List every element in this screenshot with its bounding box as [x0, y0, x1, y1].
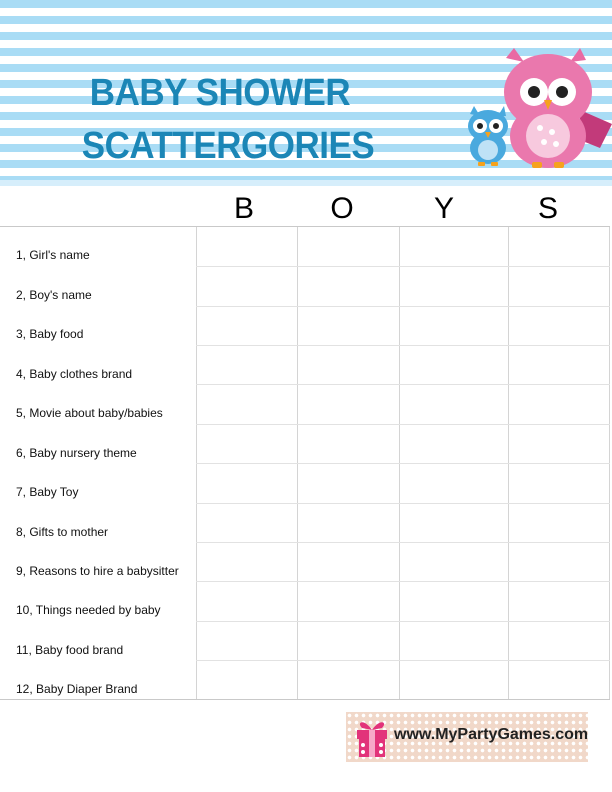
- owl-mother-icon: [504, 48, 612, 168]
- grid-row-line: [196, 345, 610, 346]
- category-label: 2, Boy's name: [16, 288, 92, 302]
- banner-edge: [0, 180, 612, 186]
- category-label: 6, Baby nursery theme: [16, 446, 137, 460]
- owls-illustration: [462, 44, 612, 172]
- owl-baby-icon: [468, 106, 508, 166]
- category-label: 7, Baby Toy: [16, 485, 79, 499]
- grid-row-line: [196, 542, 610, 543]
- category-label: 10, Things needed by baby: [16, 603, 161, 617]
- grid-row-line: [196, 306, 610, 307]
- category-label: 8, Gifts to mother: [16, 525, 109, 539]
- title-line-2: SCATTERGORIES: [81, 125, 375, 167]
- grid-row-line: [196, 621, 610, 622]
- grid-row-line: [196, 424, 610, 425]
- grid-row-line: [196, 463, 610, 464]
- grid-row-line: [196, 266, 610, 267]
- title-line-1: BABY SHOWER: [89, 72, 351, 114]
- category-label: 11, Baby food brand: [16, 643, 124, 657]
- column-header-s: S: [537, 192, 558, 225]
- footer-badge[interactable]: [346, 712, 588, 762]
- category-label: 12, Baby Diaper Brand: [16, 682, 138, 696]
- column-header-o: O: [330, 192, 354, 225]
- category-label: 3, Baby food: [16, 327, 84, 341]
- category-label: 4, Baby clothes brand: [16, 367, 133, 381]
- gift-box-icon: [354, 716, 390, 758]
- category-label: 1, Girl's name: [16, 248, 90, 262]
- column-header-b: B: [233, 192, 254, 225]
- grid-row-line: [196, 660, 610, 661]
- grid-row-line: [196, 384, 610, 385]
- category-label: 5, Movie about baby/babies: [16, 406, 163, 420]
- website-link[interactable]: www.MyPartyGames.com: [394, 726, 589, 743]
- grid-row-line: [196, 503, 610, 504]
- grid-row-line: [196, 581, 610, 582]
- column-header-y: Y: [433, 192, 454, 225]
- category-label: 9, Reasons to hire a babysitter: [16, 564, 179, 578]
